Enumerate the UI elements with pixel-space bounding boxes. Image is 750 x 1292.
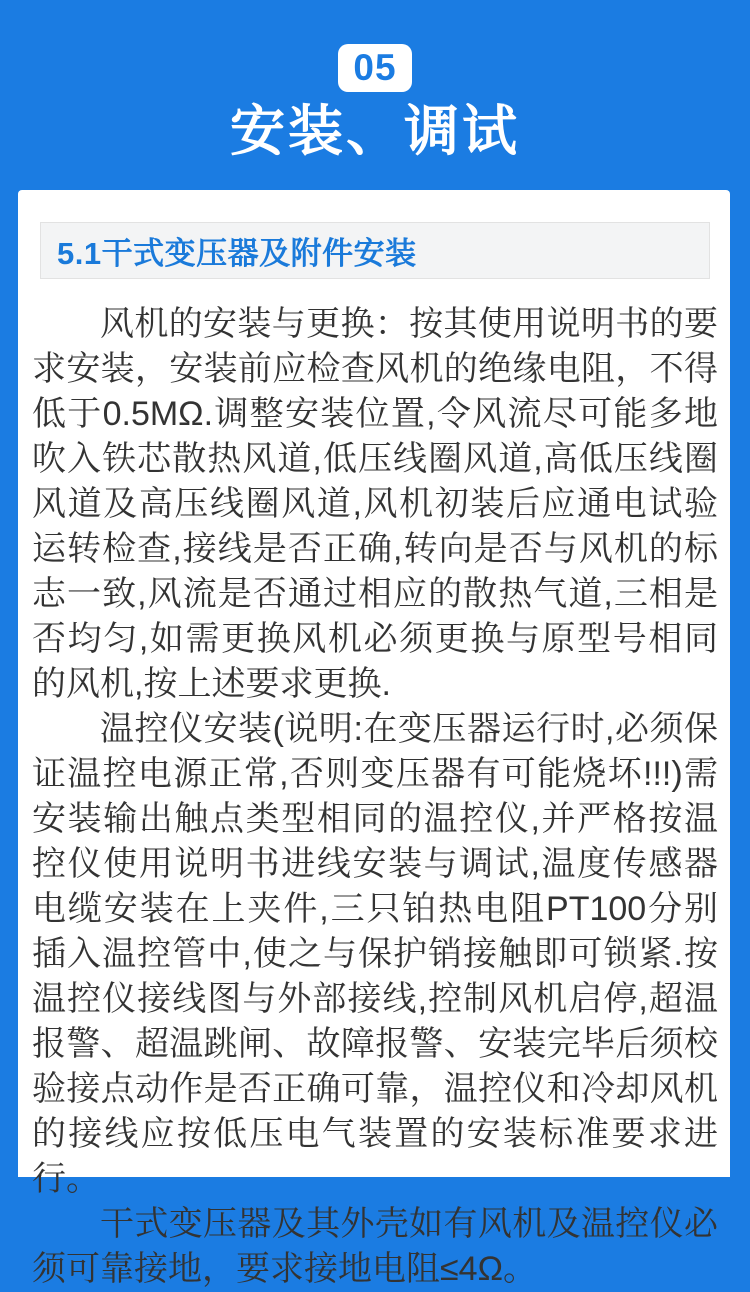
chapter-header: [0, 0, 750, 163]
chapter-number: 05: [353, 47, 397, 88]
paragraph-temperature-controller: 温控仪安装(说明:在变压器运行时,必须保证温控电源正常,否则变压器有可能烧坏!!!)需安装输出触点类型相同的温控仪,并严格按温控仪使用说明书进线安装与调试,温度传感器电缆安装在上夹件,三只铂热电阻PT100分别插入温控管中,使之与保护销接触即可锁紧.按温控仪接线图与外部接线,控制风机启停,超温报警、超温跳闸、故障报警、安装完毕后须校验接点动作是否正确可靠，温控仪和冷却风机的接线应按低压电气装置的安装标准要求进行。: [32, 710, 718, 1198]
paragraph-grounding: 干式变压器及其外壳如有风机及温控仪必须可靠接地，要求接地电阻≤4Ω。: [32, 1205, 718, 1288]
section-heading-bar: [40, 222, 710, 279]
chapter-title: 安装、调试: [229, 101, 520, 162]
section-body: [32, 302, 718, 1292]
chapter-number-badge: [338, 44, 412, 92]
content-card: [18, 190, 730, 1288]
section-heading: 5.1干式变压器及附件安装: [57, 236, 417, 271]
paragraph-fan-installation: 风机的安装与更换：按其使用说明书的要求安装，安装前应检查风机的绝缘电阻，不得低于0.5MΩ.调整安装位置,令风流尽可能多地吹入铁芯散热风道,低压线圈风道,高低压线圈风道及高压线圈风道,风机初装后应通电试验运转检查,接线是否正确,转向是否与风机的标志一致,风流是否通过相应的散热气道,三相是否均匀,如需更换风机必须更换与原型号相同的风机,按上述要求更换.: [32, 305, 718, 703]
